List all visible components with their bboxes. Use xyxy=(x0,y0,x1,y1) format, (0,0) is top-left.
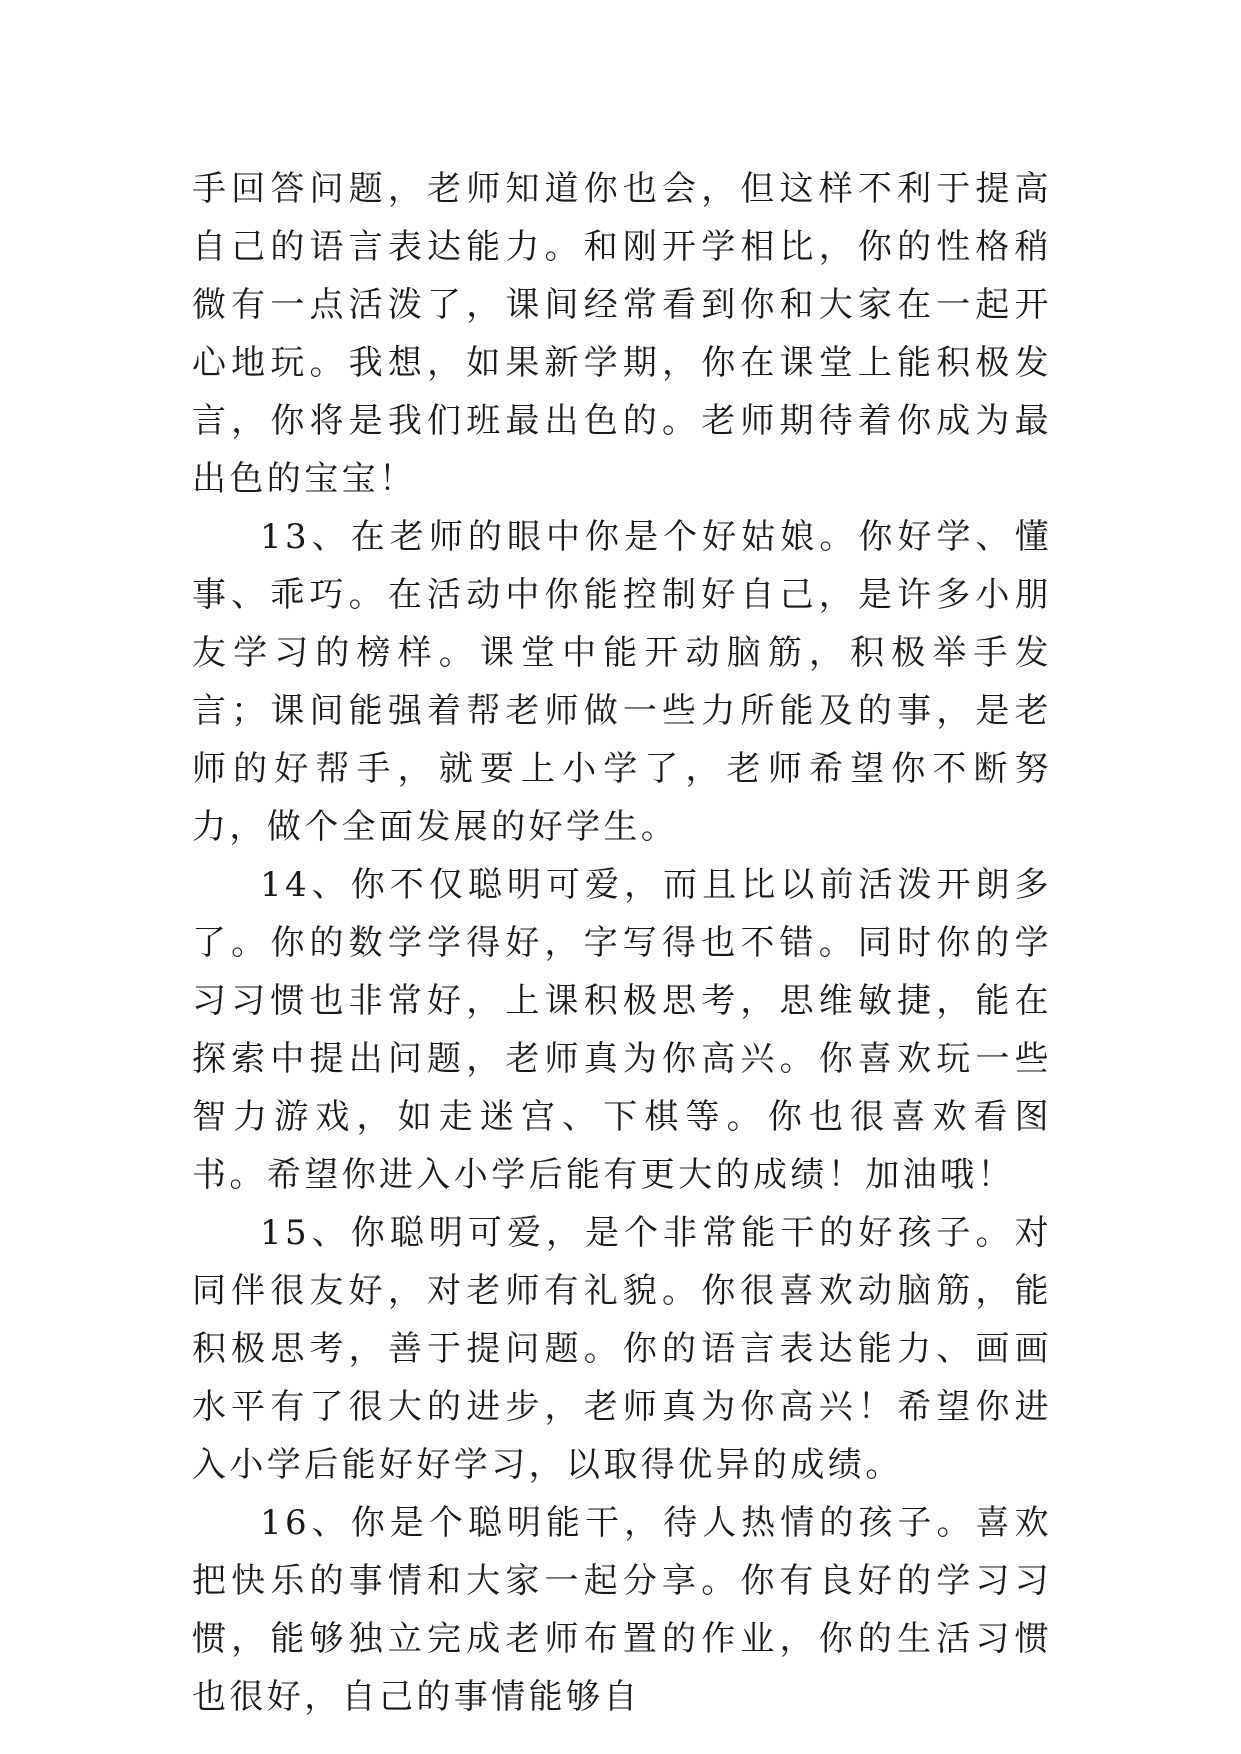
paragraph-item-16: 16、你是个聪明能干，待人热情的孩子。喜欢把快乐的事情和大家一起分享。你有良好的学习习惯，能够独立完成老师布置的作业，你的生活习惯也很好，自己的事情能够自 xyxy=(192,1503,1052,1717)
paragraph-item-14: 14、你不仅聪明可爱，而且比以前活泼开朗多了。你的数学学得好，字写得也不错。同时你的学习习惯也非常好，上课积极思考，思维敏捷，能在探索中提出问题，老师真为你高兴。你喜欢玩一些智力游戏，如走迷宫、下棋等。你也很喜欢看图书。希望你进入小学后能有更大的成绩！加油哦！ xyxy=(192,865,1052,1195)
document-body xyxy=(192,160,1052,1726)
paragraph-item-13: 13、在老师的眼中你是个好姑娘。你好学、懂事、乖巧。在活动中你能控制好自己，是许多小朋友学习的榜样。课堂中能开动脑筋，积极举手发言；课间能强着帮老师做一些力所能及的事，是老师的好帮手，就要上小学了，老师希望你不断努力，做个全面发展的好学生。 xyxy=(192,517,1052,847)
paragraph-continued: 手回答问题，老师知道你也会，但这样不利于提高自己的语言表达能力。和刚开学相比，你的性格稍微有一点活泼了，课间经常看到你和大家在一起开心地玩。我想，如果新学期，你在课堂上能积极发言，你将是我们班最出色的。老师期待着你成为最出色的宝宝！ xyxy=(192,169,1052,499)
paragraph-item-15: 15、你聪明可爱，是个非常能干的好孩子。对同伴很友好，对老师有礼貌。你很喜欢动脑筋，能积极思考，善于提问题。你的语言表达能力、画画水平有了很大的进步，老师真为你高兴！希望你进入小学后能好好学习，以取得优异的成绩。 xyxy=(192,1213,1052,1485)
